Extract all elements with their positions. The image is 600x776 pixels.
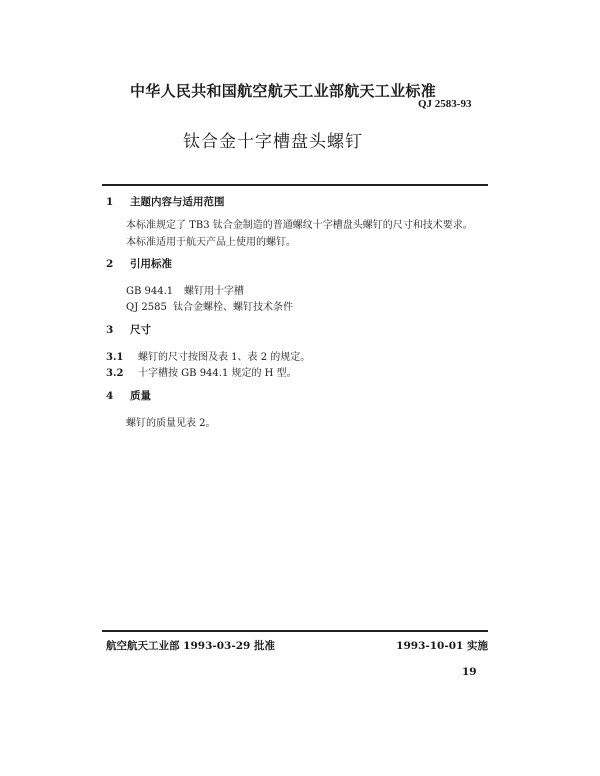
section-title: 质量 <box>130 390 151 402</box>
top-rule <box>102 184 488 186</box>
section-number: 4 <box>106 390 114 402</box>
clause-text: 十字槽按 GB 944.1 规定的 H 型。 <box>138 368 297 379</box>
reference-item <box>126 298 293 313</box>
section-4-heading <box>106 388 151 403</box>
issuer-heading: 中华人民共和国航空航天工业部航天工业标准 <box>130 82 437 100</box>
section-number: 1 <box>106 196 114 208</box>
section-number: 2 <box>106 258 114 270</box>
paragraph: 螺钉的质量见表 2。 <box>126 418 216 429</box>
clause-text: 螺钉的尺寸按图及表 1、表 2 的规定。 <box>138 352 311 363</box>
document-title: 钛合金十字槽盘头螺钉 <box>183 132 363 152</box>
reference-code: GB 944.1 <box>126 286 174 297</box>
bottom-rule <box>102 630 488 632</box>
section-number: 3 <box>106 324 114 336</box>
section-title: 引用标准 <box>130 258 172 270</box>
reference-code: QJ 2585 <box>126 302 167 313</box>
paragraph: 本标准适用于航天产品上使用的螺钉。 <box>126 237 296 248</box>
section-title: 主题内容与适用范围 <box>130 196 225 208</box>
page-number: 19 <box>462 666 477 678</box>
reference-item <box>126 282 244 297</box>
reference-name: 钛合金螺栓、螺钉技术条件 <box>173 302 293 313</box>
paragraph: 本标准规定了 TB3 钛合金制造的普通螺纹十字槽盘头螺钉的尺寸和技术要求。 <box>126 220 473 231</box>
effective-note: 1993-10-01 实施 <box>396 640 488 652</box>
section-3-heading <box>106 322 151 337</box>
clause <box>106 364 297 379</box>
clause-number: 3.2 <box>106 368 124 379</box>
standard-code: QJ 2583-93 <box>418 98 472 110</box>
section-title: 尺寸 <box>130 324 151 336</box>
reference-name: 螺钉用十字槽 <box>184 286 244 297</box>
clause <box>106 348 310 363</box>
approval-note: 航空航天工业部 1993-03-29 批准 <box>106 640 275 652</box>
section-1-heading <box>106 194 225 209</box>
clause-number: 3.1 <box>106 352 124 363</box>
section-2-heading <box>106 256 172 271</box>
